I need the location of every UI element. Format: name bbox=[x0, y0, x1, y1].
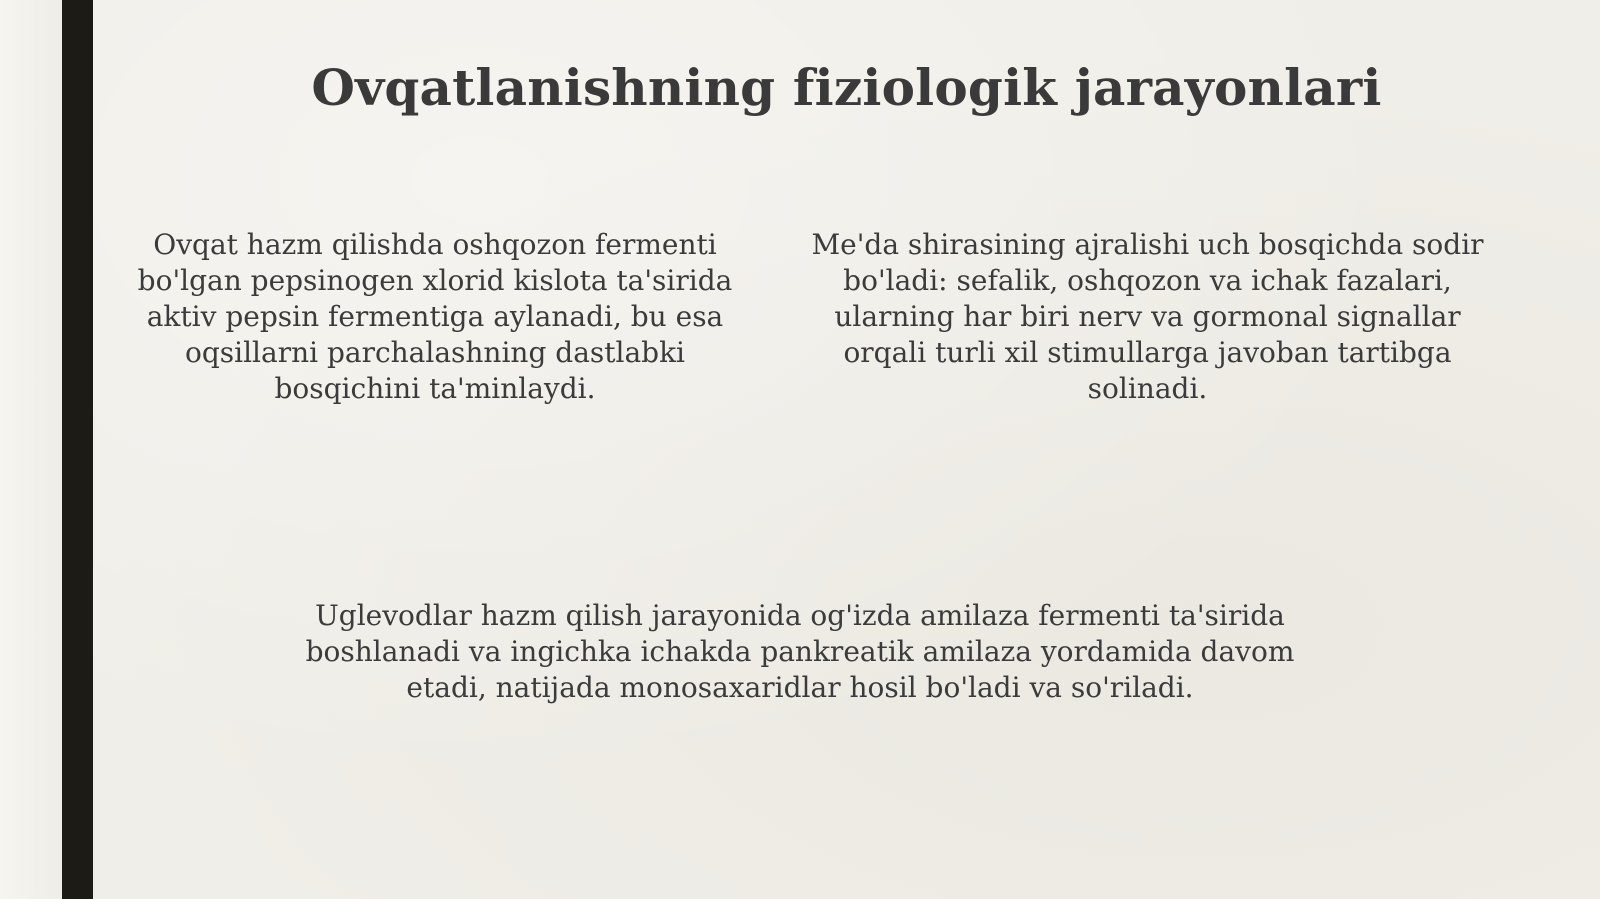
slide-title: Ovqatlanishning fiziologik jarayonlari bbox=[311, 58, 1382, 117]
paragraph-carbohydrates: Uglevodlar hazm qilish jarayonida og'izda amilaza fermenti ta'sirida boshlanadi va ingichka ichakda pankreatik amilaza yordamida davom etadi, natijada monosaxaridlar hosil bo'ladi va so'riladi. bbox=[305, 599, 1295, 704]
paragraph-pepsin: Ovqat hazm qilishda oshqozon fermenti bo'lgan pepsinogen xlorid kislota ta'sirida aktiv pepsin fermentiga aylanadi, bu esa oqsillarni parchalashning dastlabki bosqichini ta'minlaydi. bbox=[137, 228, 733, 405]
accent-bar bbox=[62, 0, 93, 899]
left-margin-strip bbox=[0, 0, 62, 899]
paragraph-gastric-phases: Me'da shirasining ajralishi uch bosqichda sodir bo'ladi: sefalik, oshqozon va ichak fazalari, ularning har biri nerv va gormonal signallar orqali turli xil stimullarga javoban tartibga solinadi. bbox=[811, 228, 1484, 405]
